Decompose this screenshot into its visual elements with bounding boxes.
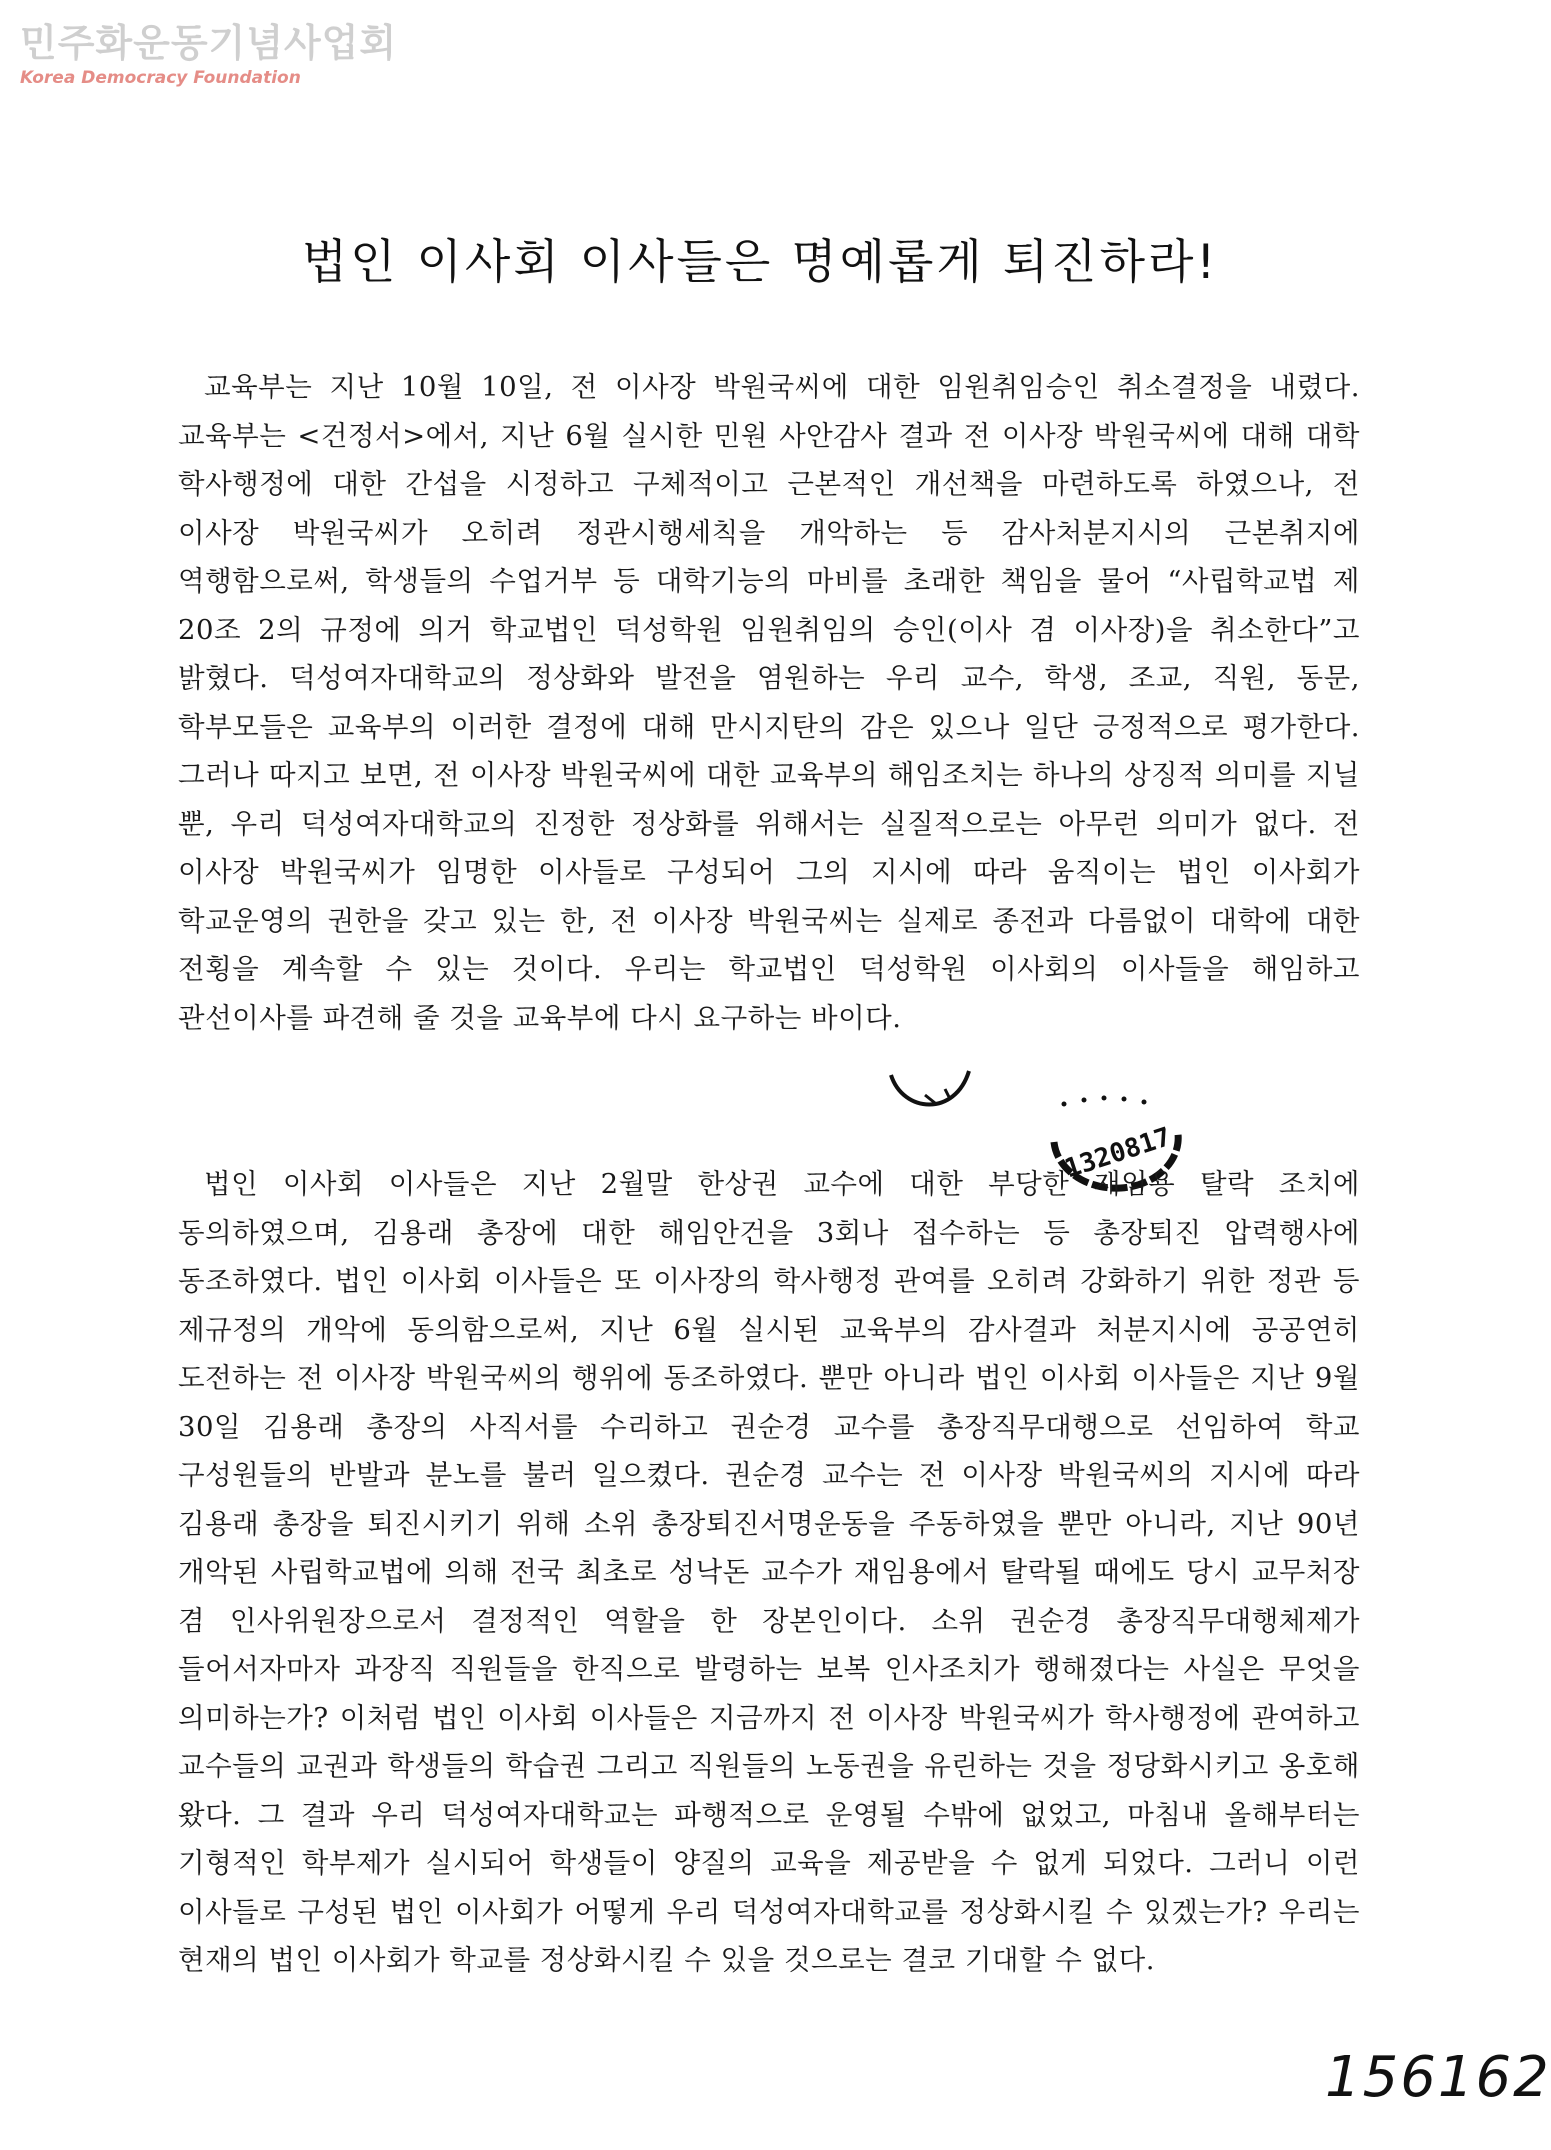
body-paragraph-1: 교육부는 지난 10월 10일, 전 이사장 박원국씨에 대한 임원취임승인 취소결정을 내렸다. 교육부는 <건정서>에서, 지난 6월 실시한 민원 사안감사 결과 전 이사장 박원국씨에 대해 대학 학사행정에 대한 간섭을 시정하고 구체적이고 근본적인 개선책을 마련하도록 하였으나, 전 이사장 박원국씨가 오히려 정관시행세칙을 개악하는 등 감사처분지시의 근본취지에 역행함으로써, 학생들의 수업거부 등 대학기능의 마비를 초래한 책임을 물어 “사립학교법 제 20조 2의 규정에 의거 학교법인 덕성학원 임원취임의 승인(이사 겸 이사장)을 취소한다”고 밝혔다. 덕성여자대학교의 정상화와 발전을 염원하는 우리 교수, 학생, 조교, 직원, 동문, 학부모들은 교육부의 이러한 결정에 대해 만시지탄의 감은 있으나 일단 긍정적으로 평가한다. 그러나 따지고 보면, 전 이사장 박원국씨에 대한 교육부의 해임조치는 하나의 상징적 의미를 지닐 뿐, 우리 덕성여자대학교의 진정한 정상화를 위해서는 실질적으로는 아무런 의미가 없다. 전 이사장 박원국씨가 임명한 이사들로 구성되어 그의 지시에 따라 움직이는 법인 이사회가 학교운영의 권한을 갖고 있는 한, 전 이사장 박원국씨는 실제로 종전과 다름없이 대학에 대한 전횡을 계속할 수 있는 것이다. 우리는 학교법인 덕성학원 이사회의 이사들을 해임하고 관선이사를 파견해 줄 것을 교육부에 다시 요구하는 바이다. xyxy=(178,371,1360,1034)
watermark-org-english: Korea Democracy Foundation xyxy=(20,68,301,88)
stamp-number: 1320817 xyxy=(1061,1122,1175,1185)
document-title: 법인 이사회 이사들은 명예롭게 퇴진하라! xyxy=(301,235,1219,290)
seal-mark-icon xyxy=(885,1065,975,1125)
archive-number: 156162 xyxy=(1325,2045,1551,2110)
archive-watermark xyxy=(20,22,397,88)
body-paragraph-2: 법인 이사회 이사들은 지난 2월말 한상권 교수에 대한 부당한 재임용 탈락 조치에 동의하였으며, 김용래 총장에 대한 해임안건을 3회나 접수하는 등 총장퇴진 압력행사에 동조하였다. 법인 이사회 이사들은 또 이사장의 학사행정 관여를 오히려 강화하기 위한 정관 등 제규정의 개악에 동의함으로써, 지난 6월 실시된 교육부의 감사결과 처분지시에 공공연히 도전하는 전 이사장 박원국씨의 행위에 동조하였다. 뿐만 아니라 법인 이사회 이사들은 지난 9월 30일 김용래 총장의 사직서를 수리하고 권순경 교수를 총장직무대행으로 선임하여 학교 구성원들의 반발과 분노를 불러 일으켰다. 권순경 교수는 전 이사장 박원국씨의 지시에 따라 김용래 총장을 퇴진시키기 위해 소위 총장퇴진서명운동을 주동하였을 뿐만 아니라, 지난 90년 개악된 사립학교법에 의해 전국 최초로 성낙돈 교수가 재임용에서 탈락될 때에도 당시 교무처장 겸 인사위원장으로서 결정적인 역할을 한 장본인이다. 소위 권순경 총장직무대행체제가 들어서자마자 과장직 직원들을 한직으로 발령하는 보복 인사조치가 행해졌다는 사실은 무엇을 의미하는가? 이처럼 법인 이사회 이사들은 지금까지 전 이사장 박원국씨가 학사행정에 관여하고 교수들의 교권과 학생들의 학습권 그리고 직원들의 노동권을 유린하는 것을 정당화시키고 옹호해 왔다. 그 결과 우리 덕성여자대학교는 파행적으로 운영될 수밖에 없었고, 마침내 올해부터는 기형적인 학부제가 실시되어 학생들이 양질의 교육을 제공받을 수 없게 되었다. 그러니 이런 이사들로 구성된 법인 이사회가 어떻게 우리 덕성여자대학교를 정상화시킬 수 있겠는가? 우리는 현재의 법인 이사회가 학교를 정상화시킬 수 있을 것으로는 결코 기대할 수 없다. xyxy=(178,1168,1361,1976)
watermark-org-korean: 민주화운동기념사업회 xyxy=(20,21,398,65)
